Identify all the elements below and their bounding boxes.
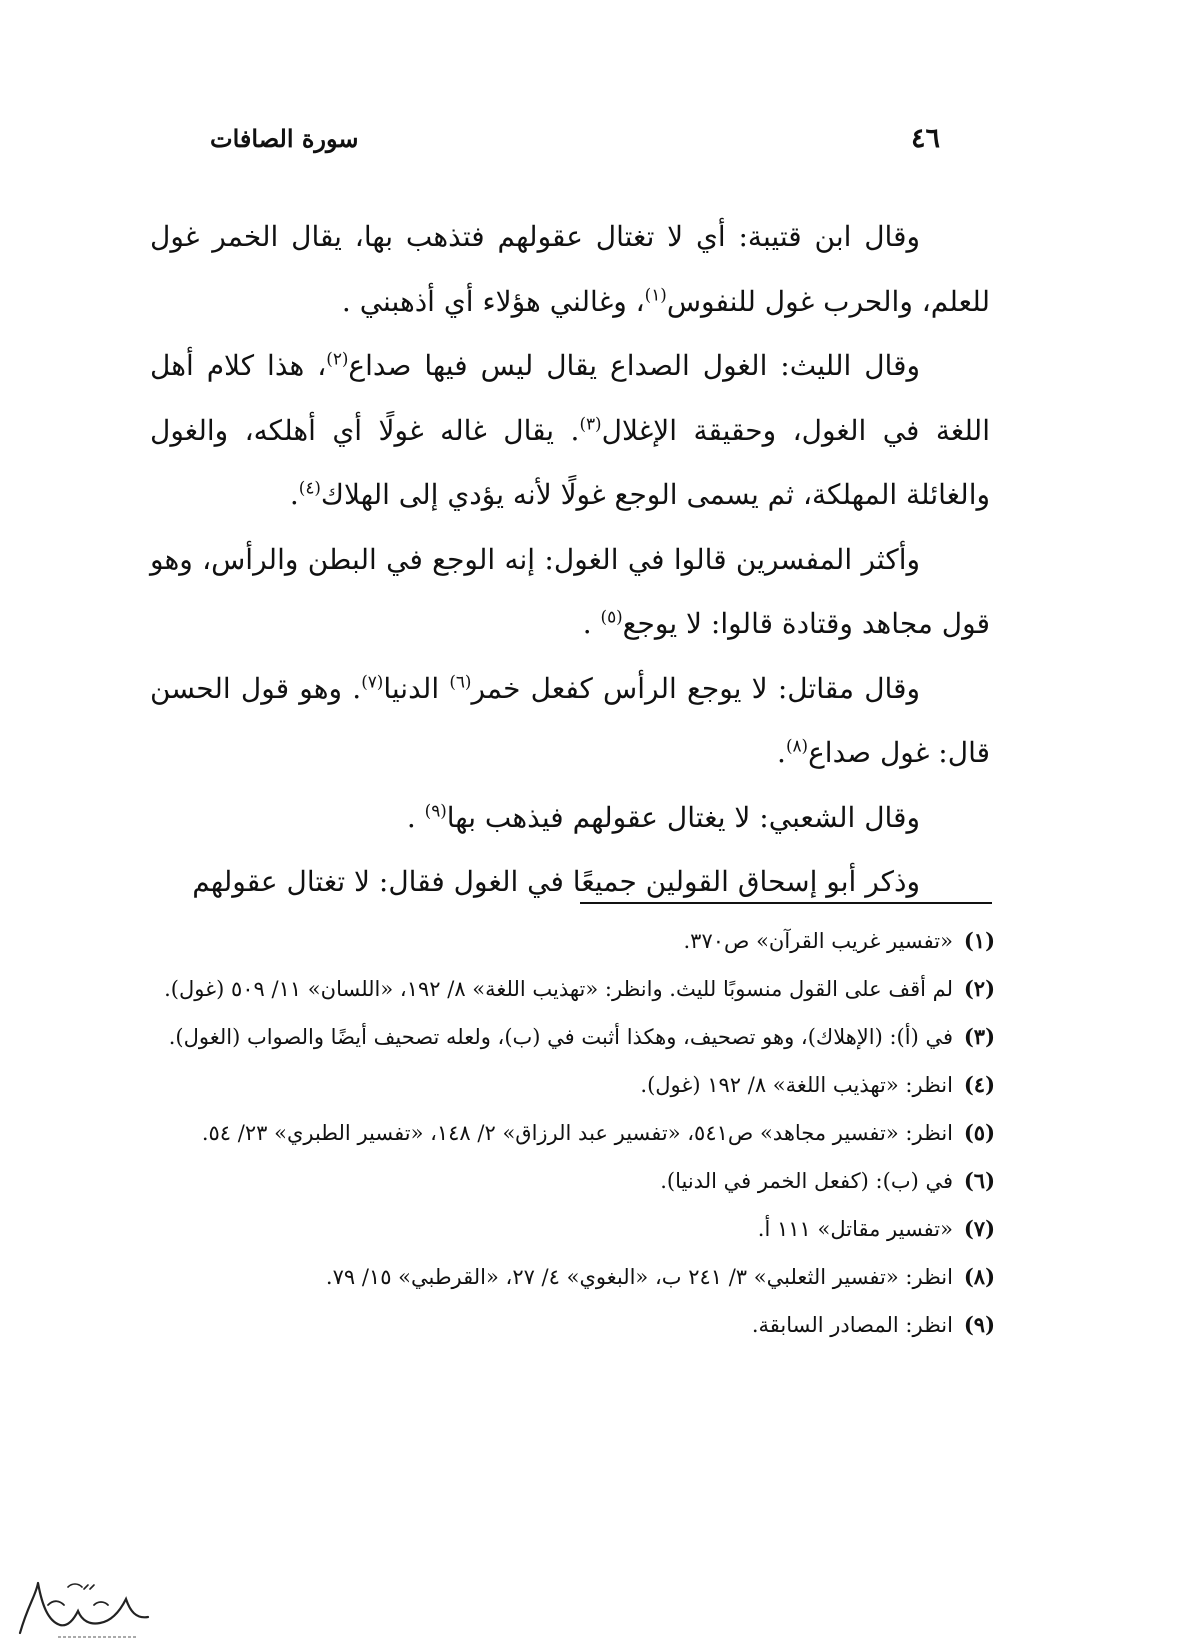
main-text (150, 205, 990, 915)
paragraph: وقال مقاتل: لا يوجع الرأس كفعل خمر$^{(٦)}$ الدنيا$^{(٧)}$. وهو قول الحسن قال: غول صداع$^{(٨)}$. (150, 671, 990, 769)
footnote (150, 920, 995, 962)
footnote-divider (580, 902, 992, 904)
footnote-ref[interactable]: (٢) (326, 348, 349, 369)
footnote-text: انظر: المصادر السابقة. (751, 1313, 953, 1337)
library-stamp-logo (8, 1575, 158, 1645)
footnote-number: (٨) (963, 1264, 995, 1289)
paragraph: وقال الليث: الغول الصداع يقال ليس فيها صداع$^{(٢)}$، هذا كلام أهل اللغة في الغول، وحقيقة الإغلال$^{(٣)}$. يقال غاله غولًا أي أهلكه، والغول والغائلة المهلكة، ثم يسمى الوجع غولًا لأنه يؤدي إلى الهلاك$^{(٤)}$. (150, 348, 990, 511)
page-number: ٤٦ (910, 122, 940, 154)
footnote-number: (٥) (963, 1120, 995, 1145)
footnote-number: (٢) (963, 976, 995, 1001)
footnote (150, 968, 995, 1010)
paragraph: وقال ابن قتيبة: أي لا تغتال عقولهم فتذهب بها، يقال الخمر غول للعلم، والحرب غول للنفوس$^{(١)}$، وغالني هؤلاء أي أذهبني . (150, 220, 990, 318)
footnote-text: «تفسير مقاتل» ١١١ أ. (757, 1217, 953, 1241)
footnote-ref[interactable]: (٩) (424, 800, 447, 821)
footnote-text: «تفسير غريب القرآن» ص٣٧٠. (683, 929, 953, 953)
footnote-number: (٣) (963, 1024, 995, 1049)
footnote-text: في (ب): (كفعل الخمر في الدنيا). (660, 1169, 953, 1193)
footnotes (150, 920, 995, 1352)
footnote (150, 1064, 995, 1106)
footnote (150, 1160, 995, 1202)
footnote-number: (٦) (963, 1168, 995, 1193)
paragraph: وأكثر المفسرين قالوا في الغول: إنه الوجع في البطن والرأس، وهو قول مجاهد وقتادة قالوا: لا يوجع$^{(٥)}$ . (150, 542, 990, 640)
paragraph: وقال الشعبي: لا يغتال عقولهم فيذهب بها$^{(٩)}$ . (406, 800, 920, 834)
footnote-ref[interactable]: (٦) (449, 671, 472, 692)
footnote-number: (١) (963, 928, 995, 953)
footnote-ref[interactable]: (٥) (600, 606, 623, 627)
page-header (210, 118, 940, 158)
footnote-text: في (أ): (الإهلاك)، وهو تصحيف، وهكذا أثبت في (ب)، ولعله تصحيف أيضًا والصواب (الغول). (168, 1025, 953, 1049)
footnote-ref[interactable]: (٤) (298, 477, 321, 498)
footnote-ref[interactable]: (٧) (361, 671, 384, 692)
paragraph: وذكر أبو إسحاق القولين جميعًا في الغول فقال: لا تغتال عقولهم (192, 865, 920, 898)
footnote (150, 1304, 995, 1346)
surah-title: سورة الصافات (210, 123, 359, 153)
footnote-number: (٩) (963, 1312, 995, 1337)
footnote-ref[interactable]: (٣) (579, 413, 602, 434)
footnote-text: انظر: «تفسير مجاهد» ص٥٤١، «تفسير عبد الرزاق» ٢/ ١٤٨، «تفسير الطبري» ٢٣/ ٥٤. (201, 1121, 953, 1145)
footnote (150, 1016, 995, 1058)
footnote (150, 1256, 995, 1298)
footnote-number: (٧) (963, 1216, 995, 1241)
footnote-ref[interactable]: (٨) (785, 735, 809, 756)
footnote-ref[interactable]: (١) (644, 284, 667, 305)
footnote (150, 1112, 995, 1154)
footnote-text: انظر: «تفسير الثعلبي» ٣/ ٢٤١ ب، «البغوي» ٤/ ٢٧، «القرطبي» ١٥/ ٧٩. (325, 1265, 953, 1289)
footnote (150, 1208, 995, 1250)
footnote-text: انظر: «تهذيب اللغة» ٨/ ١٩٢ (غول). (640, 1073, 953, 1097)
footnote-number: (٤) (963, 1072, 995, 1097)
footnote-text: لم أقف على القول منسوبًا لليث. وانظر: «تهذيب اللغة» ٨/ ١٩٢، «اللسان» ١١/ ٥٠٩ (غول). (164, 977, 953, 1001)
